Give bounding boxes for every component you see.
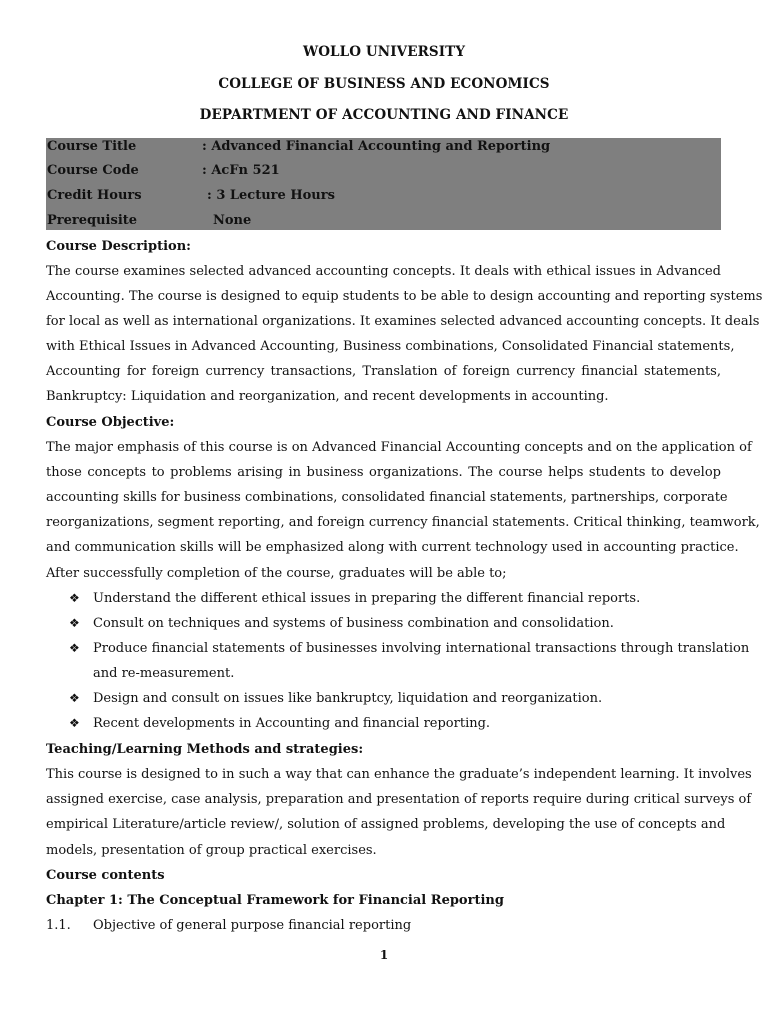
description-line: The course examines selected advanced accounting concepts. It deals with ethical issues in Advanced xyxy=(46,264,721,279)
credit-hours-label: Credit Hours xyxy=(47,188,142,203)
course-title-label: Course Title xyxy=(47,139,137,154)
objective-bullet: Understand the different ethical issues in preparing the different financial reports. xyxy=(93,591,641,606)
objective-bullet: Produce financial statements of businesses involving international transactions through translation xyxy=(93,641,750,656)
methods-line: assigned exercise, case analysis, preparation and presentation of reports require during critical surveys of xyxy=(46,792,752,807)
description-line: Accounting for foreign currency transactions, Translation of foreign currency financial statements, xyxy=(46,364,721,379)
objective-line: The major emphasis of this course is on Advanced Financial Accounting concepts and on the application of xyxy=(46,440,752,455)
methods-line: models, presentation of group practical exercises. xyxy=(46,843,377,858)
description-line: for local as well as international organizations. It examines selected advanced accounting concepts. It deals xyxy=(46,314,760,329)
description-line: Bankruptcy: Liquidation and reorganization, and recent developments in accounting. xyxy=(46,389,609,404)
university-name: WOLLO UNIVERSITY xyxy=(302,44,466,60)
objective-line: reorganizations, segment reporting, and foreign currency financial statements. Critical thinking, teamwork, xyxy=(46,515,760,530)
prerequisite-label: Prerequisite xyxy=(47,213,138,228)
objective-bullet: Design and consult on issues like bankruptcy, liquidation and reorganization. xyxy=(93,691,603,706)
objective-bullet-continuation: and re-measurement. xyxy=(93,666,235,681)
page-number: 1 xyxy=(379,948,389,962)
objective-line: those concepts to problems arising in business organizations. The course helps students to develop xyxy=(46,465,721,480)
description-heading: Course Description: xyxy=(46,239,191,254)
diamond-bullet-icon: ❖ xyxy=(69,641,80,655)
objective-heading: Course Objective: xyxy=(46,415,175,430)
course-code-label: Course Code xyxy=(47,163,139,178)
diamond-bullet-icon: ❖ xyxy=(69,716,80,730)
diamond-bullet-icon: ❖ xyxy=(69,591,80,605)
college-name: COLLEGE OF BUSINESS AND ECONOMICS xyxy=(218,76,550,92)
section-number: 1.1. xyxy=(46,918,71,933)
methods-line: This course is designed to in such a way that can enhance the graduate’s independent learning. It involves xyxy=(46,767,752,782)
objective-line: accounting skills for business combinations, consolidated financial statements, partnerships, corporate xyxy=(46,490,728,505)
prerequisite-value: None xyxy=(213,213,252,228)
diamond-bullet-icon: ❖ xyxy=(69,616,80,630)
objective-bullet: Consult on techniques and systems of business combination and consolidation. xyxy=(93,616,614,631)
department-name: DEPARTMENT OF ACCOUNTING AND FINANCE xyxy=(199,107,569,123)
chapter-title: Chapter 1: The Conceptual Framework for Financial Reporting xyxy=(46,893,504,908)
course-code-value: : AcFn 521 xyxy=(202,163,280,178)
objective-intro: After successfully completion of the course, graduates will be able to; xyxy=(46,566,507,581)
methods-line: empirical Literature/article review/, solution of assigned problems, developing the use of concepts and xyxy=(46,817,726,832)
description-line: with Ethical Issues in Advanced Accounting, Business combinations, Consolidated Financial statements, xyxy=(46,339,735,354)
objective-bullet: Recent developments in Accounting and financial reporting. xyxy=(93,716,491,731)
diamond-bullet-icon: ❖ xyxy=(69,691,80,705)
objective-line: and communication skills will be emphasized along with current technology used in accounting practice. xyxy=(46,540,739,555)
section-title: Objective of general purpose financial reporting xyxy=(93,918,412,933)
course-title-value: : Advanced Financial Accounting and Reporting xyxy=(202,139,551,154)
course-info-table xyxy=(46,138,721,230)
credit-hours-value: : 3 Lecture Hours xyxy=(207,188,335,203)
description-line: Accounting. The course is designed to equip students to be able to design accounting and reporting systems xyxy=(46,289,763,304)
contents-heading: Course contents xyxy=(46,868,165,883)
methods-heading: Teaching/Learning Methods and strategies: xyxy=(46,742,364,757)
